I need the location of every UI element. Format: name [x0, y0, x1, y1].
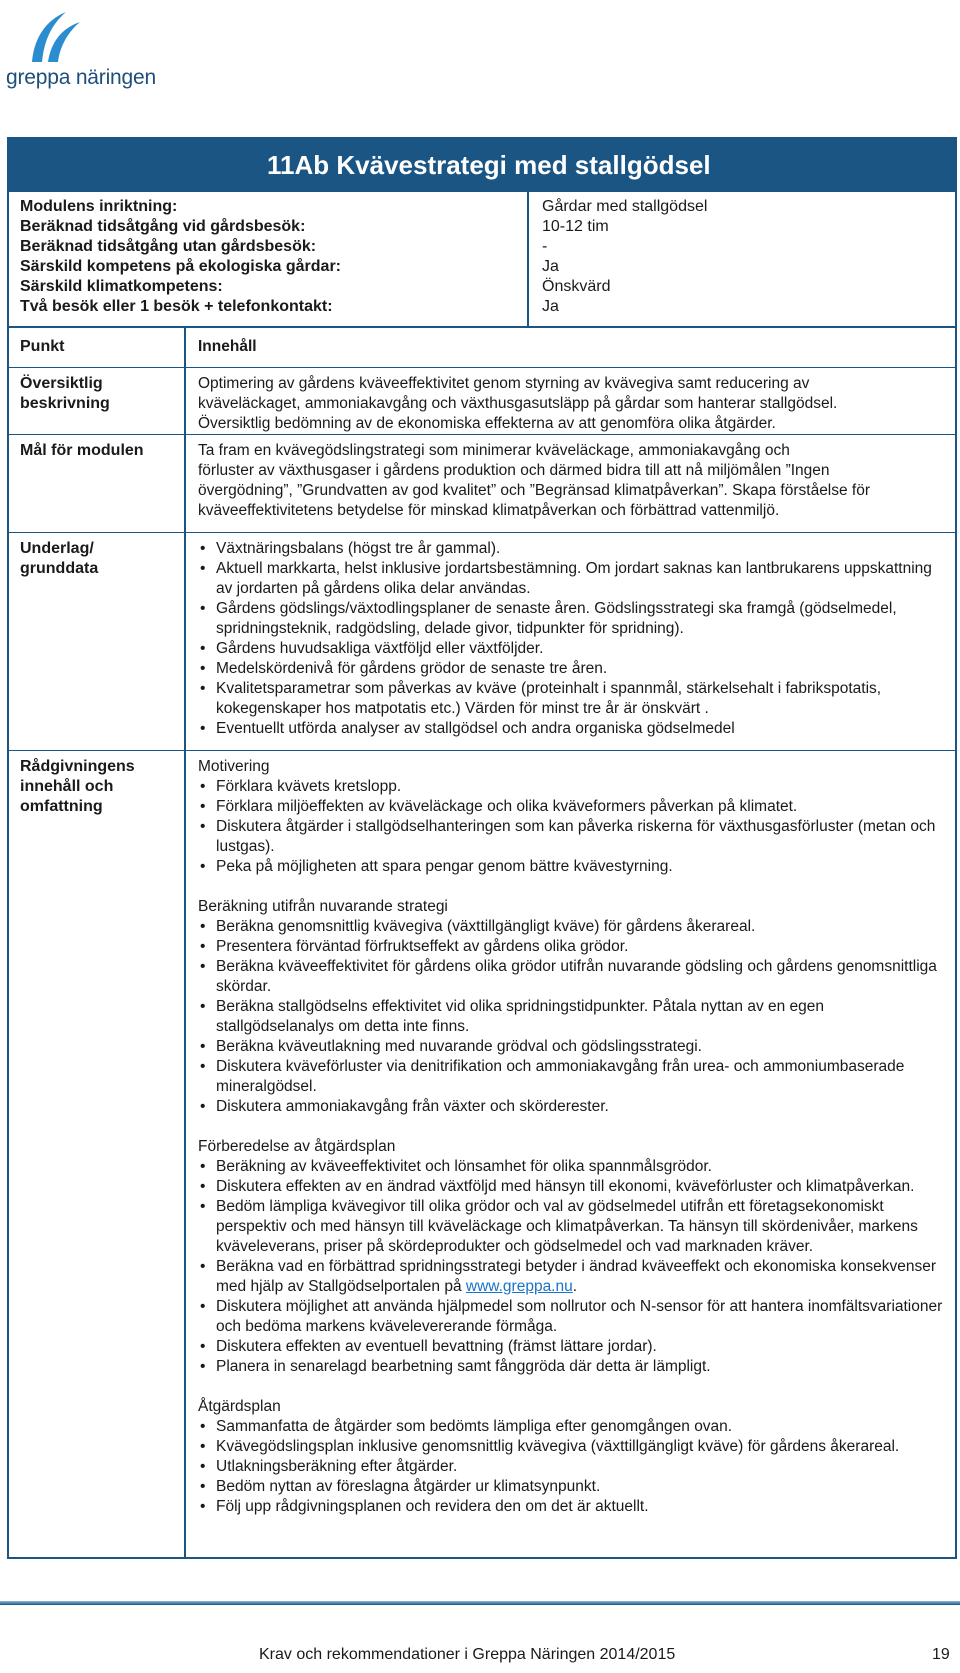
list-item: • Medelskördenivå för gårdens grödor de senaste tre åren. [198, 659, 945, 679]
row-label-overview [9, 368, 186, 434]
list-item: • Diskutera effekten av eventuell bevattning (främst lättare jordar). [198, 1337, 945, 1357]
list-item: • Förklara kvävets kretslopp. [198, 777, 945, 797]
text-line: förluster av växthusgaser i gårdens produktion och därmed bidra till att nå miljömålen ”Ingen [198, 462, 830, 479]
greppa-link[interactable]: www.greppa.nu [465, 1278, 573, 1295]
list-item: • Beräkna genomsnittlig kvävegiva (växttillgängligt kväve) för gårdens åkerareal. [198, 917, 945, 937]
module-meta [9, 192, 955, 328]
meta-value: Ja [542, 298, 559, 315]
list-item: • Beräkna kväveeffektivitet för gårdens olika grödor utifrån nuvarande gödsling och gårdens genomsnittliga skördar. [198, 957, 945, 997]
meta-label: Särskild kompetens på ekologiska gårdar: [20, 258, 342, 275]
list-item: • Gårdens gödslings/växtodlingsplaner de senaste åren. Gödslingsstrategi ska framgå (gödselmedel, spridningsteknik, radgödsling, delade givor, tidpunkter för spridning). [198, 599, 945, 639]
motivation-list [198, 777, 945, 877]
footer-text: Krav och rekommendationer i Greppa Näringen 2014/2015 [259, 1646, 676, 1663]
list-item: • Sammanfatta de åtgärder som bedömts lämpliga efter genomgången ovan. [198, 1417, 945, 1437]
meta-value: 10-12 tim [542, 218, 609, 235]
meta-value: Önskvärd [542, 278, 611, 295]
row-content-basis [186, 533, 955, 750]
row-label-line: beskrivning [20, 395, 110, 412]
list-item: • Eventuellt utförda analyser av stallgödsel och andra organiska gödselmedel [198, 719, 945, 739]
list-item: • Diskutera åtgärder i stallgödselhanteringen som kan påverka riskerna för växthusgasförluster (metan och lustgas). [198, 817, 945, 857]
row-label-line: grunddata [20, 560, 99, 577]
row-label-advice [9, 751, 186, 1557]
meta-label: Beräknad tidsåtgång vid gårdsbesök: [20, 218, 306, 235]
plan-list [198, 1417, 945, 1517]
column-header-content: Innehåll [198, 338, 257, 355]
list-item: • Diskutera effekten av en ändrad växtföljd med hänsyn till ekonomi, kväveförluster och klimatpåverkan. [198, 1177, 945, 1197]
section-heading: Förberedelse av åtgärdsplan [198, 1138, 396, 1155]
row-label-line: Översiktlig [20, 375, 103, 392]
list-item: • Aktuell markkarta, helst inklusive jordartsbestämning. Om jordart saknas kan lantbrukarens uppskattning av jordarten på gårdens olika delar användas. [198, 559, 945, 599]
meta-value: - [542, 238, 548, 255]
meta-value: Ja [542, 258, 559, 275]
list-item: • Bedöm nyttan av föreslagna åtgärder ur klimatsynpunkt. [198, 1477, 945, 1497]
text-line: Ta fram en kvävegödslingstrategi som minimerar kväveläckage, ammoniakavgång och [198, 442, 790, 459]
table-row-overview [9, 368, 955, 435]
list-item: • Peka på möjligheten att spara pengar genom bättre kvävestyrning. [198, 857, 945, 877]
meta-label: Särskild klimatkompetens: [20, 278, 223, 295]
list-item: • Diskutera ammoniakavgång från växter och skörderester. [198, 1097, 945, 1117]
list-item: • Beräkning av kväveeffektivitet och lönsamhet för olika spannmålsgrödor. [198, 1157, 945, 1177]
row-content-overview [186, 368, 955, 434]
list-item [198, 1257, 945, 1297]
logo-text: greppa näringen [6, 66, 156, 89]
meta-label: Modulens inriktning: [20, 198, 178, 215]
meta-labels [9, 192, 529, 326]
table-row-advice [9, 751, 955, 1557]
swoosh-logo-icon [26, 8, 86, 64]
section-calculation [198, 897, 945, 1117]
meta-values [529, 192, 955, 326]
page-number: 19 [932, 1646, 950, 1663]
table-header-row [9, 328, 955, 368]
section-heading: Åtgärdsplan [198, 1398, 281, 1415]
text-line: övergödning”, ”Grundvatten av god kvalitet” och ”Begränsad klimatpåverkan”. Skapa förståelse för [198, 482, 871, 499]
list-item: • Utlakningsberäkning efter åtgärder. [198, 1457, 945, 1477]
list-item: • Kvalitetsparametrar som påverkas av kväve (proteinhalt i spannmål, stärkelsehalt i fabrikspotatis, kokegenskaper hos matpotatis etc.) Värden för minst tre år är önskvärt . [198, 679, 945, 719]
list-item: • Diskutera kväveförluster via denitrifikation och ammoniakavgång från urea- och ammoniumbaserade mineralgödsel. [198, 1057, 945, 1097]
basis-list [198, 539, 945, 739]
list-item: • Beräkna stallgödselns effektivitet vid olika spridningstidpunkter. Påtala nyttan av en egen stallgödselanalys om detta inte finns. [198, 997, 945, 1037]
section-plan [198, 1397, 945, 1517]
table-row-basis [9, 533, 955, 751]
list-item: • Beräkna kväveutlakning med nuvarande grödval och gödslingsstrategi. [198, 1037, 945, 1057]
calculation-list [198, 917, 945, 1117]
list-item: • Följ upp rådgivningsplanen och revidera den om det är aktuellt. [198, 1497, 945, 1517]
column-header-point: Punkt [9, 328, 186, 367]
section-preparation [198, 1137, 945, 1377]
text-line: Optimering av gårdens kväveeffektivitet genom styrning av kvävegiva samt reducering av [198, 375, 810, 392]
row-label-goal: Mål för modulen [9, 435, 186, 532]
footer-divider [0, 1601, 960, 1605]
section-motivation [198, 757, 945, 877]
module-sheet [7, 137, 957, 1559]
table-row-goal [9, 435, 955, 533]
row-label-line: omfattning [20, 798, 103, 815]
list-item: • Planera in senarelagd bearbetning samt fånggröda där detta är lämpligt. [198, 1357, 945, 1377]
list-item: • Växtnäringsbalans (högst tre år gammal). [198, 539, 945, 559]
list-item: • Diskutera möjlighet att använda hjälpmedel som nollrutor och N-sensor för att hantera inomfältsvariationer och bedöma markens kvävelevererande förmåga. [198, 1297, 945, 1337]
row-content-goal [186, 435, 955, 532]
preparation-list [198, 1157, 945, 1377]
list-item-text: . [572, 1278, 578, 1295]
list-item: • Förklara miljöeffekten av kväveläckage och olika kväveformers påverkan på klimatet. [198, 797, 945, 817]
section-heading: Motivering [198, 758, 270, 775]
greppa-logo [4, 8, 164, 88]
text-line: kväveläckaget, ammoniakavgång och växthusgasutsläpp på gårdar som hanterar stallgödsel. [198, 395, 838, 412]
list-item: • Bedöm lämpliga kvävegivor till olika grödor och val av gödselmedel utifrån ett företagsekonomiskt perspektiv och med hänsyn till kväveläckage och klimatpåverkan. Ta hänsyn till skördenivåer, markens kväveleverans, priser på skördeprodukter och gödselmedel och vad marknaden kräver. [198, 1197, 945, 1257]
list-item-text: Beräkna vad en förbättrad spridningsstrategi betyder i ändrad kväveeffekt och ekonomiska konsekvenser med hjälp av Stallgödselportalen på [216, 1258, 937, 1295]
meta-value: Gårdar med stallgödsel [542, 198, 708, 215]
row-label-line: Underlag/ [20, 540, 94, 557]
row-label-line: Rådgivningens [20, 758, 135, 775]
row-label-line: innehåll och [20, 778, 114, 795]
text-line: kväveeffektivitetens betydelse för minskad klimatpåverkan och förbättrad vattenmiljö. [198, 502, 780, 519]
row-label-basis [9, 533, 186, 750]
list-item: • Kvävegödslingsplan inklusive genomsnittlig kvävegiva (växttillgängligt kväve) för gårdens åkerareal. [198, 1437, 945, 1457]
meta-label: Två besök eller 1 besök + telefonkontakt: [20, 298, 333, 315]
list-item: • Gårdens huvudsakliga växtföljd eller växtföljder. [198, 639, 945, 659]
list-item: • Presentera förväntad förfruktseffekt av gårdens olika grödor. [198, 937, 945, 957]
meta-label: Beräknad tidsåtgång utan gårdsbesök: [20, 238, 317, 255]
module-title: 11Ab Kvävestrategi med stallgödsel [9, 139, 955, 192]
text-line: Översiktlig bedömning av de ekonomiska effekterna av att genomföra olika åtgärder. [198, 415, 776, 432]
section-heading: Beräkning utifrån nuvarande strategi [198, 898, 448, 915]
row-content-advice [186, 751, 955, 1557]
